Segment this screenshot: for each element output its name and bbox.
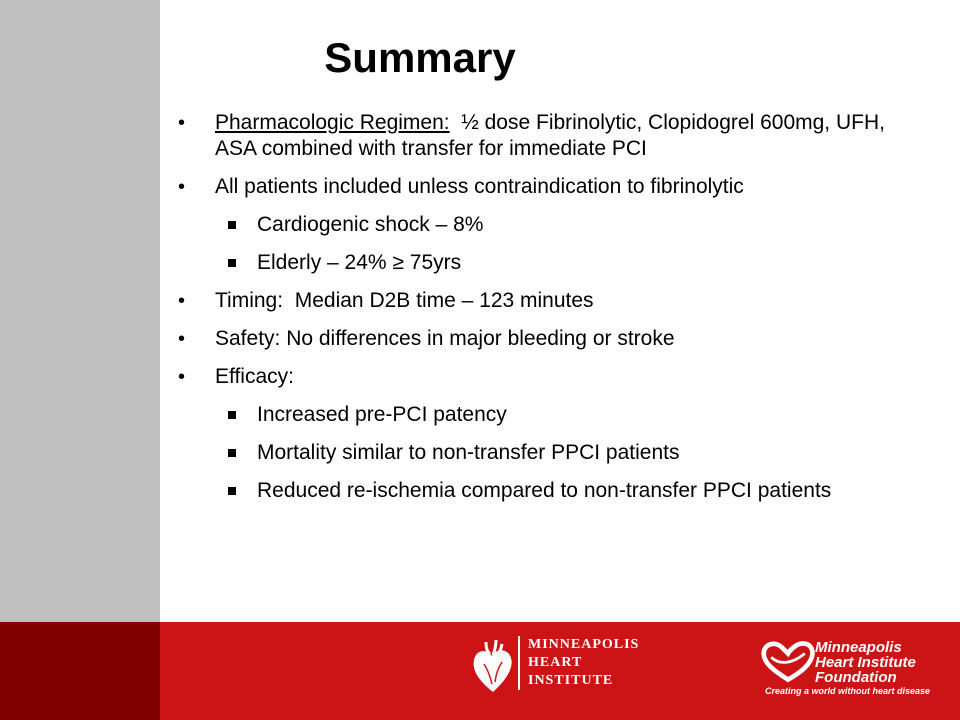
bullet-text: Cardiogenic shock – 8% (257, 213, 484, 236)
bullet-item (170, 364, 930, 390)
square-bullet-icon (228, 411, 236, 419)
mhi-logo-line1: MINNEAPOLIS (528, 637, 640, 652)
bullet-dot-icon: • (178, 112, 186, 134)
footer-dark-corner (0, 622, 160, 720)
left-sidebar-band (0, 0, 160, 622)
bullet-list (170, 110, 930, 516)
sub-bullet-item (170, 478, 930, 504)
bullet-text: Efficacy: (215, 365, 294, 388)
bullet-item (170, 110, 930, 162)
sub-bullet-item (170, 212, 930, 238)
bullet-text: Timing: Median D2B time – 123 minutes (215, 289, 594, 312)
logo-divider (518, 636, 520, 690)
mhif-logo-line2: Heart Institute (815, 654, 916, 671)
bullet-dot-icon: • (178, 176, 186, 198)
sub-bullet-item (170, 440, 930, 466)
bullet-text: Increased pre-PCI patency (257, 403, 507, 426)
bullet-dot-icon: • (178, 290, 186, 312)
bullet-text: Mortality similar to non-transfer PPCI patients (257, 441, 680, 464)
square-bullet-icon (228, 221, 236, 229)
bullet-text: ½ dose Fibrinolytic, Clopidogrel 600mg, UFH, ASA combined with transfer for immediate PCI (215, 111, 890, 160)
mhi-logo-line3: INSTITUTE (528, 673, 614, 688)
bullet-underlined-label: Pharmacologic Regimen: (215, 111, 450, 134)
sub-bullet-item (170, 402, 930, 428)
bullet-text: Elderly – 24% ≥ 75yrs (257, 251, 462, 274)
mhi-logo-line2: HEART (528, 655, 583, 670)
bullet-text: Reduced re-ischemia compared to non-transfer PPCI patients (257, 479, 832, 502)
bullet-dot-icon: • (178, 366, 186, 388)
bullet-text: Safety: No differences in major bleeding or stroke (215, 327, 675, 350)
mhif-tagline: Creating a world without heart disease (765, 686, 931, 696)
square-bullet-icon (228, 259, 236, 267)
square-bullet-icon (228, 449, 236, 457)
bullet-item (170, 326, 930, 352)
mhif-logo-text (815, 640, 916, 685)
bullet-item (170, 174, 930, 200)
slide-title: Summary (324, 34, 516, 81)
heart-swoosh-icon (760, 636, 816, 684)
mhif-logo-line1: Minneapolis (815, 639, 902, 656)
mhi-logo-text (528, 636, 639, 690)
heart-anatomy-icon (468, 636, 518, 696)
mhif-logo-line3: Foundation (815, 669, 897, 686)
sub-bullet-item (170, 250, 930, 276)
bullet-dot-icon: • (178, 328, 186, 350)
bullet-item (170, 288, 930, 314)
square-bullet-icon (228, 487, 236, 495)
bullet-text: All patients included unless contraindication to fibrinolytic (215, 175, 744, 198)
